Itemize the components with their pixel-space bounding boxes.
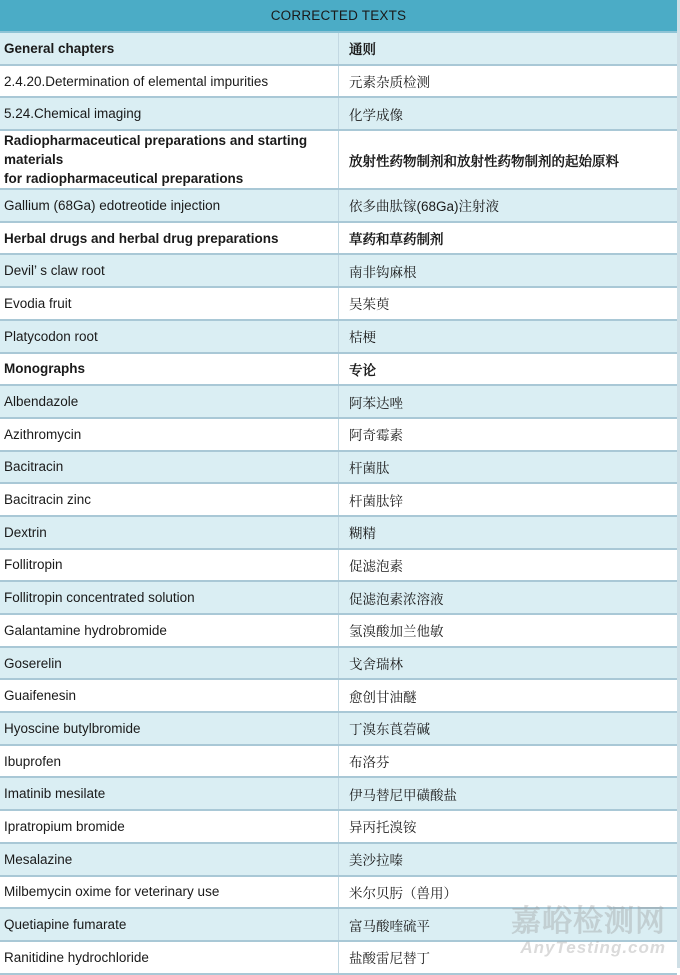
english-cell: Imatinib mesilate <box>0 777 339 810</box>
chinese-cell: 伊马替尼甲磺酸盐 <box>339 777 678 810</box>
english-cell: Follitropin concentrated solution <box>0 581 339 614</box>
english-cell: Guaifenesin <box>0 679 339 712</box>
english-cell: Monographs <box>0 353 339 386</box>
table-row <box>0 97 677 130</box>
english-cell: Ibuprofen <box>0 745 339 778</box>
chinese-cell: 米尔贝肟（兽用） <box>339 876 678 909</box>
table-row <box>0 679 677 712</box>
english-cell: Galantamine hydrobromide <box>0 614 339 647</box>
english-cell: Ranitidine hydrochloride <box>0 941 339 974</box>
chinese-cell: 富马酸喹硫平 <box>339 908 678 941</box>
chinese-cell: 吴茱萸 <box>339 287 678 320</box>
chinese-cell: 杆菌肽锌 <box>339 483 678 516</box>
table-row <box>0 451 677 484</box>
english-cell: Evodia fruit <box>0 287 339 320</box>
table-row <box>0 777 677 810</box>
english-cell: Mesalazine <box>0 843 339 876</box>
section-row <box>0 130 677 189</box>
chinese-cell: 阿奇霉素 <box>339 418 678 451</box>
section-row <box>0 222 677 255</box>
table-row <box>0 254 677 287</box>
chinese-cell: 布洛芬 <box>339 745 678 778</box>
chinese-cell: 促滤泡素 <box>339 549 678 582</box>
table-row <box>0 418 677 451</box>
table-row <box>0 581 677 614</box>
english-cell: Radiopharmaceutical preparations and starting materials for radiopharmaceutical preparations <box>0 130 339 189</box>
english-cell: Herbal drugs and herbal drug preparations <box>0 222 339 255</box>
chinese-cell: 通则 <box>339 32 678 65</box>
english-cell: Dextrin <box>0 516 339 549</box>
table-row <box>0 320 677 353</box>
watermark-cn: 嘉峪检测网 <box>511 905 666 938</box>
table-row <box>0 385 677 418</box>
table-title: CORRECTED TEXTS <box>0 0 677 32</box>
english-cell: Bacitracin <box>0 451 339 484</box>
chinese-cell: 愈创甘油醚 <box>339 679 678 712</box>
chinese-cell: 美沙拉嗪 <box>339 843 678 876</box>
table-row <box>0 876 677 909</box>
english-cell: General chapters <box>0 32 339 65</box>
table-row <box>0 287 677 320</box>
english-cell: 2.4.20.Determination of elemental impurities <box>0 65 339 98</box>
table-row <box>0 810 677 843</box>
chinese-cell: 放射性药物制剂和放射性药物制剂的起始原料 <box>339 130 678 189</box>
table-row <box>0 549 677 582</box>
chinese-cell: 元素杂质检测 <box>339 65 678 98</box>
table-row <box>0 647 677 680</box>
english-cell: Platycodon root <box>0 320 339 353</box>
chinese-cell: 专论 <box>339 353 678 386</box>
chinese-cell: 草药和草药制剂 <box>339 222 678 255</box>
table-row <box>0 189 677 222</box>
table-row <box>0 483 677 516</box>
table-row <box>0 745 677 778</box>
table-row <box>0 614 677 647</box>
english-cell: Milbemycin oxime for veterinary use <box>0 876 339 909</box>
table-row <box>0 65 677 98</box>
english-cell: Quetiapine fumarate <box>0 908 339 941</box>
table-row <box>0 941 677 974</box>
english-cell: Hyoscine butylbromide <box>0 712 339 745</box>
chinese-cell: 桔梗 <box>339 320 678 353</box>
chinese-cell: 依多曲肽镓(68Ga)注射液 <box>339 189 678 222</box>
table-row <box>0 843 677 876</box>
chinese-cell: 丁溴东莨菪碱 <box>339 712 678 745</box>
chinese-cell: 戈舍瑞林 <box>339 647 678 680</box>
section-row <box>0 32 677 65</box>
watermark-en: AnyTesting.com <box>520 938 666 957</box>
chinese-cell: 氢溴酸加兰他敏 <box>339 614 678 647</box>
english-cell: Albendazole <box>0 385 339 418</box>
english-cell: Devil’ s claw root <box>0 254 339 287</box>
english-cell: Goserelin <box>0 647 339 680</box>
chinese-cell: 化学成像 <box>339 97 678 130</box>
chinese-cell: 盐酸雷尼替丁 <box>339 941 678 974</box>
english-cell: Follitropin <box>0 549 339 582</box>
table-row <box>0 712 677 745</box>
chinese-cell: 异丙托溴铵 <box>339 810 678 843</box>
chinese-cell: 南非钩麻根 <box>339 254 678 287</box>
english-cell: 5.24.Chemical imaging <box>0 97 339 130</box>
english-cell: Azithromycin <box>0 418 339 451</box>
table-row <box>0 516 677 549</box>
chinese-cell: 糊精 <box>339 516 678 549</box>
chinese-cell: 促滤泡素浓溶液 <box>339 581 678 614</box>
chinese-cell: 杆菌肽 <box>339 451 678 484</box>
chinese-cell: 阿苯达唑 <box>339 385 678 418</box>
section-row <box>0 353 677 386</box>
english-cell: Gallium (68Ga) edotreotide injection <box>0 189 339 222</box>
english-cell: Ipratropium bromide <box>0 810 339 843</box>
english-cell: Bacitracin zinc <box>0 483 339 516</box>
table-row <box>0 908 677 941</box>
